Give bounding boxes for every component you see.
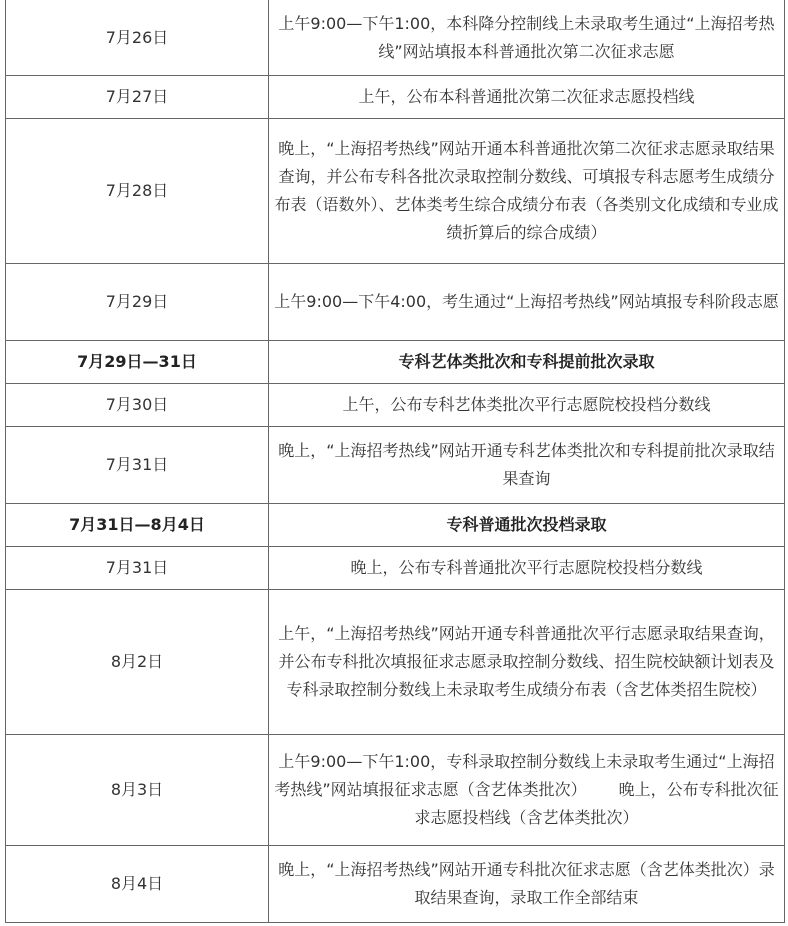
table-row [6,384,785,427]
table-row [6,76,785,119]
date-cell: 7月26日 [6,0,269,76]
date-cell: 7月28日 [6,119,269,264]
table-row [6,264,785,341]
date-cell: 7月31日 [6,547,269,590]
table-row [6,427,785,504]
table-row [6,590,785,735]
event-cell [269,735,785,846]
table-row [6,547,785,590]
event-text: 上午9:00—下午1:00，专科录取控制分数线上未录取考生通过“上海招考热线”网站填报征求志愿（含艺体类批次） [274,752,775,799]
event-cell: 晚上，“上海招考热线”网站开通本科普通批次第二次征求志愿录取结果查询，并公布专科各批次录取控制分数线、可填报专科志愿考生成绩分布表（语数外）、艺体类考生综合成绩分布表（各类别文化成绩和专业成绩折算后的综合成绩） [269,119,785,264]
date-cell: 8月3日 [6,735,269,846]
admission-schedule-table [5,0,785,923]
section-title-cell: 专科普通批次投档录取 [269,504,785,547]
event-text-evening: 晚上，公布专科批次征求志愿投档线（含艺体类批次） [414,780,779,827]
date-cell: 7月31日 [6,427,269,504]
event-cell: 上午9:00—下午4:00，考生通过“上海招考热线”网站填报专科阶段志愿 [269,264,785,341]
date-cell: 8月4日 [6,846,269,923]
event-cell: 上午，“上海招考热线”网站开通专科普通批次平行志愿录取结果查询，并公布专科批次填报征求志愿录取控制分数线、招生院校缺额计划表及专科录取控制分数线上未录取考生成绩分布表（含艺体类招生院校） [269,590,785,735]
date-cell: 7月29日 [6,264,269,341]
event-cell: 上午，公布专科艺体类批次平行志愿院校投档分数线 [269,384,785,427]
event-cell: 上午9:00—下午1:00，本科降分控制线上未录取考生通过“上海招考热线”网站填报本科普通批次第二次征求志愿 [269,0,785,76]
section-date-cell: 7月31日—8月4日 [6,504,269,547]
section-header-row [6,504,785,547]
date-cell: 7月30日 [6,384,269,427]
table-row [6,735,785,846]
section-header-row [6,341,785,384]
event-cell: 晚上，公布专科普通批次平行志愿院校投档分数线 [269,547,785,590]
section-title-cell: 专科艺体类批次和专科提前批次录取 [269,341,785,384]
table-row [6,0,785,76]
section-date-cell: 7月29日—31日 [6,341,269,384]
table-row [6,846,785,923]
table-row [6,119,785,264]
event-cell: 上午，公布本科普通批次第二次征求志愿投档线 [269,76,785,119]
date-cell: 7月27日 [6,76,269,119]
event-cell: 晚上，“上海招考热线”网站开通专科艺体类批次和专科提前批次录取结果查询 [269,427,785,504]
date-cell: 8月2日 [6,590,269,735]
event-cell: 晚上，“上海招考热线”网站开通专科批次征求志愿（含艺体类批次）录取结果查询，录取工作全部结束 [269,846,785,923]
